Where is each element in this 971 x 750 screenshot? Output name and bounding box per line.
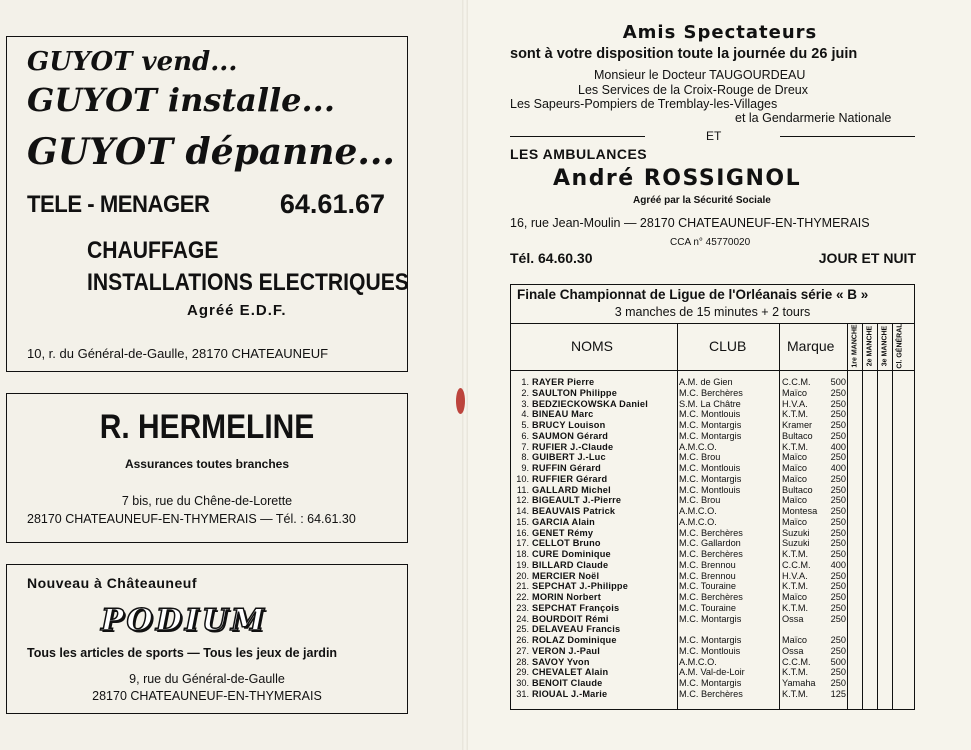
et-label: ET <box>706 129 722 143</box>
marque-cell: Maïco <box>782 516 808 527</box>
rank-cell: 30. <box>516 678 529 688</box>
club-cell: A.M.C.O. <box>679 506 717 516</box>
podium-logo: PODIUM <box>101 603 268 638</box>
marque-cell: C.C.M. <box>782 377 811 387</box>
rider-name-cell: GALLARD Michel <box>532 484 611 495</box>
table-row <box>511 442 914 453</box>
rider-name-cell: ROLAZ Dominique <box>532 635 617 645</box>
rank-cell: 28. <box>516 656 529 667</box>
divider-right <box>780 136 915 137</box>
marque-cell: C.C.M. <box>782 656 811 667</box>
results-rows <box>511 377 914 700</box>
cc-cell: 250 <box>830 387 846 398</box>
rank-cell: 27. <box>516 645 529 656</box>
marque-cell: Kramer <box>782 420 813 430</box>
club-cell: M.C. Montargis <box>679 420 742 430</box>
club-cell: M.C. Montlouis <box>679 463 741 473</box>
cc-cell: 250 <box>830 398 846 409</box>
club-cell: M.C. Berchères <box>679 549 743 559</box>
table-row <box>511 667 914 678</box>
cc-cell: 125 <box>830 688 846 699</box>
spectators-subtitle: sont à votre disposition toute la journée du 26 juin <box>510 46 858 62</box>
rank-cell: 4. <box>521 409 529 420</box>
rank-cell: 1. <box>521 377 529 387</box>
rider-name-cell: RUFFIN Gérard <box>532 463 601 473</box>
rank-cell: 17. <box>516 538 529 549</box>
marque-cell: Yamaha <box>782 678 816 688</box>
rider-name-cell: GENET Rémy <box>532 527 594 538</box>
club-cell: M.C. Berchères <box>679 688 743 699</box>
cc-cell: 250 <box>830 592 846 602</box>
cc-cell: 250 <box>830 613 846 624</box>
rossignol-address: 16, rue Jean-Moulin — 28170 CHATEAUNEUF-EN-THYMERAIS <box>510 216 870 230</box>
table-row <box>511 581 914 592</box>
header-manche-3: 3e MANCHE <box>881 325 889 367</box>
rider-name-cell: BEAUVAIS Patrick <box>532 506 616 516</box>
guyot-ad <box>6 36 408 372</box>
red-cross-line: Les Services de la Croix-Rouge de Dreux <box>578 83 808 97</box>
rank-cell: 2. <box>521 387 529 398</box>
marque-cell: Maïco <box>782 473 808 484</box>
guyot-line-3: GUYOT dépanne... <box>27 131 395 173</box>
marque-cell: Maïco <box>782 463 808 473</box>
table-row <box>511 409 914 420</box>
rider-name-cell: RIOUAL J.-Marie <box>532 688 608 699</box>
rank-cell: 8. <box>521 452 529 463</box>
rider-name-cell: VERON J.-Paul <box>532 645 600 656</box>
header-marque: Marque <box>787 338 835 354</box>
club-cell: A.M.C.O. <box>679 441 717 452</box>
cc-cell: 250 <box>830 635 846 645</box>
marque-cell: H.V.A. <box>782 570 808 581</box>
table-row <box>511 420 914 431</box>
ambulances-label: LES AMBULANCES <box>510 146 648 162</box>
cc-cell: 250 <box>830 452 846 463</box>
hermeline-address-2: 28170 CHATEAUNEUF-EN-THYMERAIS — Tél. : 64.61.30 <box>27 512 356 526</box>
guyot-address: 10, r. du Général-de-Gaulle, 28170 CHATEAUNEUF <box>27 346 329 361</box>
cc-cell: 250 <box>830 484 846 495</box>
rank-cell: 24. <box>516 613 529 624</box>
rank-cell: 21. <box>516 581 529 592</box>
podium-ad <box>6 564 408 714</box>
table-row <box>511 452 914 463</box>
cc-cell: 250 <box>830 473 846 484</box>
club-cell: M.C. Brou <box>679 495 721 506</box>
table-row <box>511 657 914 668</box>
table-row <box>511 485 914 496</box>
guyot-phone: 64.61.67 <box>279 189 385 219</box>
rank-cell: 16. <box>516 527 529 538</box>
red-stain <box>456 388 465 414</box>
marque-cell: Maïco <box>782 592 808 602</box>
divider-left <box>510 136 645 137</box>
table-row <box>511 388 914 399</box>
rank-cell: 20. <box>516 570 529 581</box>
header-noms: NOMS <box>571 338 613 354</box>
tele-menager-label: TELE - MENAGER <box>27 191 210 218</box>
club-cell: M.C. Brou <box>679 452 721 463</box>
podium-intro: Nouveau à Châteauneuf <box>27 575 197 591</box>
podium-address-2: 28170 CHATEAUNEUF-EN-THYMERAIS <box>92 689 322 703</box>
cc-cell: 250 <box>830 667 846 678</box>
club-cell: M.C. Montargis <box>679 613 742 624</box>
gendarmerie-line: et la Gendarmerie Nationale <box>735 111 892 125</box>
rider-name-cell: RUFIER J.-Claude <box>532 441 614 452</box>
cca-number: CCA n° 45770020 <box>670 237 751 248</box>
rider-name-cell: GARCIA Alain <box>532 516 595 527</box>
rank-cell: 19. <box>516 559 529 570</box>
header-manche-1: 1re MANCHE <box>851 324 859 368</box>
club-cell: M.C. Berchères <box>679 592 743 602</box>
marque-cell: K.T.M. <box>782 441 809 452</box>
cc-cell: 250 <box>830 420 846 430</box>
marque-cell: K.T.M. <box>782 602 809 613</box>
cc-cell: 250 <box>830 538 846 549</box>
marque-cell: K.T.M. <box>782 409 809 420</box>
header-general: Cl. GÉNÉRAL <box>896 323 904 369</box>
marque-cell: Montesa <box>782 506 818 516</box>
table-row <box>511 549 914 560</box>
marque-cell: H.V.A. <box>782 398 808 409</box>
marque-cell: K.T.M. <box>782 581 809 592</box>
cc-cell: 250 <box>830 527 846 538</box>
marque-cell: Maïco <box>782 387 808 398</box>
header-manche-2: 2e MANCHE <box>866 325 874 367</box>
rank-cell: 18. <box>516 549 529 559</box>
rider-name-cell: BIGEAULT J.-Pierre <box>532 495 622 506</box>
cc-cell: 250 <box>830 581 846 592</box>
club-cell: M.C. Montlouis <box>679 645 741 656</box>
hermeline-tagline: Assurances toutes branches <box>124 457 290 471</box>
rider-name-cell: RAYER Pierre <box>532 377 595 387</box>
cc-cell: 250 <box>830 506 846 516</box>
marque-cell: Maïco <box>782 452 808 463</box>
club-cell: M.C. Montargis <box>679 635 742 645</box>
table-row <box>511 635 914 646</box>
hours-label: JOUR ET NUIT <box>818 250 916 266</box>
rank-cell: 23. <box>516 602 529 613</box>
table-row <box>511 603 914 614</box>
table-row <box>511 592 914 603</box>
secu-approval: Agréé par la Sécurité Sociale <box>633 195 771 206</box>
club-cell: M.C. Montlouis <box>679 484 741 495</box>
rider-name-cell: BEDZIECKOWSKA Daniel <box>532 398 648 409</box>
results-header <box>511 323 914 371</box>
cc-cell: 400 <box>830 559 846 570</box>
edf-approval: Agréé E.D.F. <box>187 302 287 319</box>
cc-cell: 250 <box>830 645 846 656</box>
results-table <box>510 284 915 710</box>
marque-cell: Ossa <box>782 613 804 624</box>
guyot-line-2: GUYOT installe... <box>27 81 335 119</box>
table-row <box>511 399 914 410</box>
rank-cell: 7. <box>521 441 529 452</box>
cc-cell: 250 <box>830 678 846 688</box>
guyot-line-1: GUYOT vend... <box>27 47 238 77</box>
rider-name-cell: CURE Dominique <box>532 549 611 559</box>
podium-tagline: Tous les articles de sports — Tous les jeux de jardin <box>27 646 338 660</box>
cc-cell: 250 <box>830 570 846 581</box>
club-cell: A.M.C.O. <box>679 516 717 527</box>
installations-label: INSTALLATIONS ELECTRIQUES <box>87 269 409 296</box>
club-cell: M.C. Berchères <box>679 527 743 538</box>
firefighters-line: Les Sapeurs-Pompiers de Tremblay-les-Villages <box>510 97 778 111</box>
marque-cell: Bultaco <box>782 484 813 495</box>
rider-name-cell: GUIBERT J.-Luc <box>532 452 606 463</box>
table-row <box>511 571 914 582</box>
rider-name-cell: SAUMON Gérard <box>532 430 609 441</box>
rider-name-cell: BENOIT Claude <box>532 678 603 688</box>
club-cell: A.M. Val-de-Loir <box>679 667 745 678</box>
rank-cell: 25. <box>516 624 529 635</box>
cc-cell: 250 <box>830 430 846 441</box>
cc-cell: 400 <box>830 441 846 452</box>
club-cell: A.M.C.O. <box>679 656 717 667</box>
table-row <box>511 506 914 517</box>
spectators-title: Amis Spectateurs <box>622 22 818 43</box>
rank-cell: 31. <box>516 688 529 699</box>
chauffage-label: CHAUFFAGE <box>87 237 219 264</box>
rank-cell: 10. <box>516 473 529 484</box>
club-cell: M.C. Montlouis <box>679 409 741 420</box>
rank-cell: 15. <box>516 516 529 527</box>
club-cell: M.C. Montargis <box>679 678 742 688</box>
table-row <box>511 463 914 474</box>
table-row <box>511 474 914 485</box>
table-row <box>511 528 914 539</box>
marque-cell: C.C.M. <box>782 559 811 570</box>
table-row <box>511 517 914 528</box>
rider-name-cell: SEPCHAT François <box>532 602 620 613</box>
rank-cell: 5. <box>521 420 529 430</box>
cc-cell: 250 <box>830 495 846 506</box>
rider-name-cell: CELLOT Bruno <box>532 538 601 549</box>
marque-cell: K.T.M. <box>782 549 809 559</box>
marque-cell: Ossa <box>782 645 804 656</box>
cc-cell: 400 <box>830 463 846 473</box>
table-row <box>511 646 914 657</box>
cc-cell: 250 <box>830 602 846 613</box>
header-club: CLUB <box>709 338 747 354</box>
rank-cell: 14. <box>516 506 529 516</box>
podium-address-1: 9, rue du Général-de-Gaulle <box>129 672 285 686</box>
rider-name-cell: SEPCHAT J.-Philippe <box>532 581 629 592</box>
rank-cell: 22. <box>516 592 529 602</box>
table-row <box>511 624 914 635</box>
hermeline-name: R. HERMELINE <box>99 408 315 446</box>
rider-name-cell: BRUCY Louison <box>532 420 606 430</box>
rider-name-cell: RUFFIER Gérard <box>532 473 608 484</box>
rossignol-name: André ROSSIGNOL <box>553 166 802 191</box>
marque-cell: K.T.M. <box>782 667 809 678</box>
rider-name-cell: BOURDOIT Rémi <box>532 613 609 624</box>
rank-cell: 29. <box>516 667 529 678</box>
rank-cell: 26. <box>516 635 529 645</box>
club-cell: M.C. Gallardon <box>679 538 741 549</box>
rider-name-cell: BILLARD Claude <box>532 559 609 570</box>
club-cell: M.C. Montargis <box>679 473 742 484</box>
rider-name-cell: CHEVALET Alain <box>532 667 609 678</box>
results-title: Finale Championnat de Ligue de l'Orléanais série « B » <box>517 287 869 302</box>
rank-cell: 11. <box>516 484 529 495</box>
cc-cell: 500 <box>830 656 846 667</box>
hermeline-ad <box>6 393 408 543</box>
rider-name-cell: DELAVEAU Francis <box>532 624 621 635</box>
page-fold <box>462 0 468 750</box>
table-row <box>511 560 914 571</box>
cc-cell: 250 <box>830 549 846 559</box>
rider-name-cell: BINEAU Marc <box>532 409 594 420</box>
club-cell: A.M. de Gien <box>679 377 733 387</box>
results-subtitle: 3 manches de 15 minutes + 2 tours <box>614 305 811 319</box>
rank-cell: 12. <box>516 495 529 506</box>
club-cell: M.C. Touraine <box>679 602 737 613</box>
club-cell: M.C. Berchères <box>679 387 743 398</box>
rank-cell: 9. <box>521 463 529 473</box>
marque-cell: Suzuki <box>782 538 810 549</box>
club-cell: M.C. Touraine <box>679 581 737 592</box>
club-cell: M.C. Brennou <box>679 570 736 581</box>
rank-cell: 3. <box>521 398 529 409</box>
table-row <box>511 377 914 388</box>
club-cell: M.C. Montargis <box>679 430 742 441</box>
table-row <box>511 678 914 689</box>
rider-name-cell: MERCIER Noël <box>532 570 600 581</box>
doctor-line: Monsieur le Docteur TAUGOURDEAU <box>594 68 806 82</box>
marque-cell: Maïco <box>782 635 808 645</box>
table-row <box>511 431 914 442</box>
cc-cell: 250 <box>830 516 846 527</box>
table-row <box>511 614 914 625</box>
marque-cell: Maïco <box>782 495 808 506</box>
club-cell: S.M. La Châtre <box>679 398 741 409</box>
rossignol-phone: Tél. 64.60.30 <box>510 250 593 266</box>
rider-name-cell: MORIN Norbert <box>532 592 601 602</box>
hermeline-address-1: 7 bis, rue du Chêne-de-Lorette <box>121 494 293 508</box>
rank-cell: 6. <box>521 430 529 441</box>
marque-cell: Bultaco <box>782 430 813 441</box>
table-row <box>511 538 914 549</box>
rider-name-cell: SAULTON Philippe <box>532 387 618 398</box>
cc-cell: 250 <box>830 409 846 420</box>
marque-cell: K.T.M. <box>782 688 809 699</box>
marque-cell: Suzuki <box>782 527 810 538</box>
cc-cell: 500 <box>830 377 846 387</box>
club-cell: M.C. Brennou <box>679 559 736 570</box>
table-row <box>511 495 914 506</box>
rider-name-cell: SAVOY Yvon <box>532 656 590 667</box>
table-row <box>511 689 914 700</box>
